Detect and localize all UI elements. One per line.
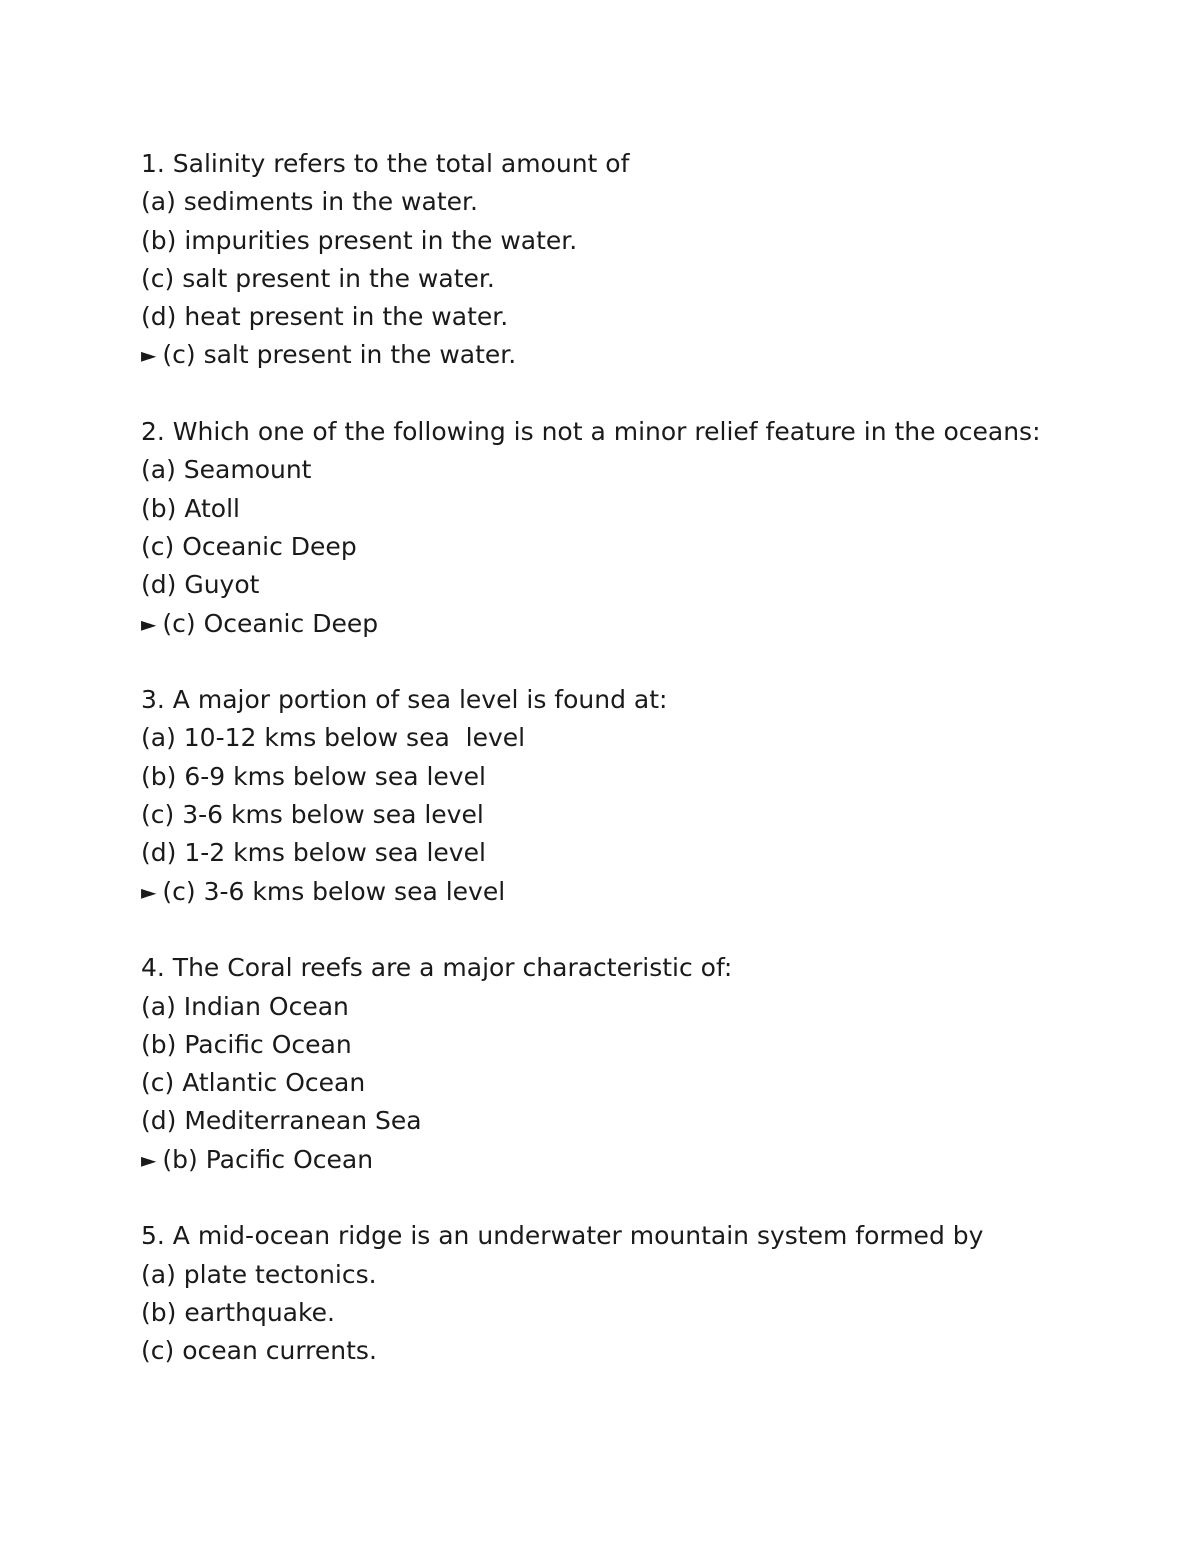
answer-line — [141, 1141, 1061, 1179]
answer-line — [141, 336, 1061, 374]
option-d: (d) Guyot — [141, 570, 260, 600]
answer-line — [141, 873, 1061, 911]
question-4 — [141, 949, 1061, 1179]
option-b: (b) Pacific Ocean — [141, 1029, 352, 1059]
pointer-arrow-icon: ► — [141, 343, 157, 368]
option-b: (b) impurities present in the water. — [141, 225, 578, 255]
question-5 — [141, 1217, 1061, 1370]
option-b: (b) earthquake. — [141, 1297, 335, 1327]
option-d: (d) Mediterranean Sea — [141, 1106, 422, 1136]
answer-text: (b) Pacific Ocean — [162, 1144, 374, 1174]
answer-text: (c) 3-6 kms below sea level — [162, 876, 506, 906]
option-c: (c) salt present in the water. — [141, 263, 495, 293]
answer-text: (c) salt present in the water. — [162, 340, 517, 370]
option-c: (c) Atlantic Ocean — [141, 1068, 366, 1098]
option-a: (a) Seamount — [141, 455, 312, 485]
pointer-arrow-icon: ► — [141, 1147, 157, 1172]
option-c: (c) 3-6 kms below sea level — [141, 800, 484, 830]
option-a: (a) plate tectonics. — [141, 1259, 377, 1289]
question-stem: 1. Salinity refers to the total amount of — [141, 149, 630, 178]
option-c: (c) Oceanic Deep — [141, 531, 357, 561]
answer-text: (c) Oceanic Deep — [162, 608, 379, 638]
question-1 — [141, 145, 1061, 375]
question-stem: 5. A mid-ocean ridge is an underwater mountain system formed by — [141, 1221, 984, 1251]
pointer-arrow-icon: ► — [141, 879, 157, 904]
question-stem: 3. A major portion of sea level is found at: — [141, 685, 668, 715]
option-c: (c) ocean currents. — [141, 1336, 377, 1366]
option-a: (a) Indian Ocean — [141, 991, 349, 1021]
option-d: (d) heat present in the water. — [141, 302, 509, 332]
pointer-arrow-icon: ► — [141, 611, 157, 636]
question-stem: 2. Which one of the following is not a minor relief feature in the oceans: — [141, 417, 1041, 447]
option-b: (b) Atoll — [141, 493, 240, 523]
option-a: (a) sediments in the water. — [141, 187, 478, 217]
option-d: (d) 1-2 kms below sea level — [141, 838, 486, 868]
answer-line — [141, 605, 1061, 643]
option-a: (a) 10-12 kms below sea level — [141, 723, 526, 753]
question-list — [141, 145, 1061, 1409]
question-3 — [141, 681, 1061, 911]
question-stem: 4. The Coral reefs are a major characteristic of: — [141, 953, 733, 983]
question-2 — [141, 413, 1061, 643]
option-b: (b) 6-9 kms below sea level — [141, 761, 486, 791]
